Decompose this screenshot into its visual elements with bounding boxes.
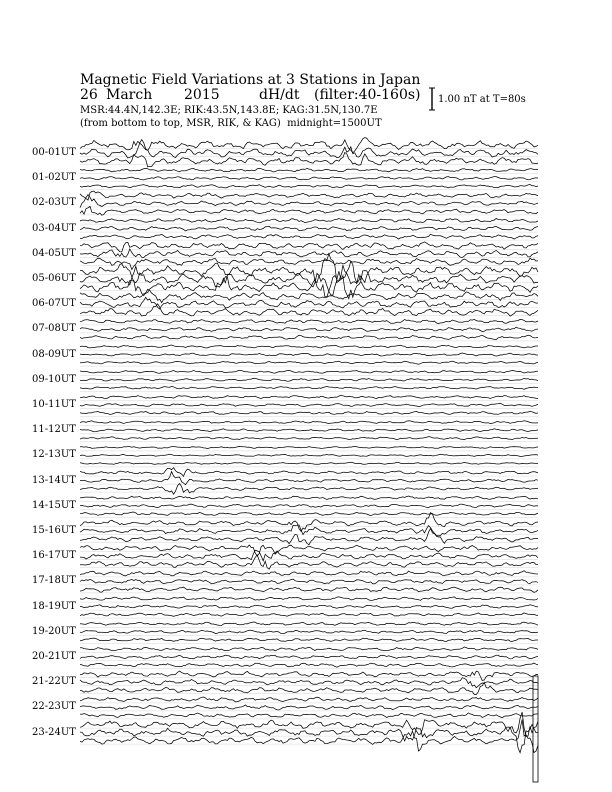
trace-rik-line xyxy=(80,579,538,584)
trace-rik-line xyxy=(80,327,538,331)
row-label: 08-09UT xyxy=(32,348,76,360)
trace-kag-line xyxy=(80,622,538,626)
trace-kag-line xyxy=(80,697,538,702)
row-label: 06-07UT xyxy=(32,298,76,310)
trace-kag-line xyxy=(80,597,538,601)
row-label: 03-04UT xyxy=(32,222,76,234)
row-label: 00-01UT xyxy=(32,147,76,158)
trace-kag-line xyxy=(80,370,538,373)
trace-msr-line xyxy=(80,387,538,390)
trace-rik-line xyxy=(80,454,538,456)
trace-kag-line xyxy=(80,647,538,651)
trace-msr-line xyxy=(80,271,538,298)
trace-rik-line xyxy=(80,630,538,634)
trace-msr-line xyxy=(80,638,538,641)
filter-label: (filter:40-160s) xyxy=(314,87,421,103)
trace-msr-line xyxy=(80,613,538,616)
row-label: 23-24UT xyxy=(32,726,76,738)
row-label: 20-21UT xyxy=(32,651,76,662)
row-label: 05-06UT xyxy=(32,273,76,284)
trace-msr-line xyxy=(80,462,538,464)
trace-rik-line xyxy=(80,504,538,508)
trace-msr-line xyxy=(80,713,538,718)
row-label: 15-16UT xyxy=(32,525,76,536)
trace-msr-line xyxy=(80,484,538,495)
trace-kag-line xyxy=(80,571,538,576)
trace-msr-line xyxy=(80,512,538,516)
row-label: 04-05UT xyxy=(32,247,76,259)
trace-kag-line xyxy=(80,421,538,424)
row-label: 07-08UT xyxy=(32,323,76,335)
quantity-label: dH/dt xyxy=(259,87,300,103)
trace-msr-line xyxy=(80,185,538,188)
trace-kag-line xyxy=(80,513,538,532)
row-label: 19-20UT xyxy=(32,625,76,637)
trace-rik-line xyxy=(80,472,538,485)
trace-rik-line xyxy=(80,297,538,309)
trace-kag-line xyxy=(80,345,538,348)
trace-rik-line xyxy=(80,429,538,432)
row-label: 18-19UT xyxy=(32,600,76,612)
trace-msr-line xyxy=(80,529,538,545)
trace-kag-line xyxy=(80,496,538,500)
trace-kag-line xyxy=(80,242,538,252)
row-label: 13-14UT xyxy=(32,474,76,486)
trace-rik-line xyxy=(80,177,538,180)
midnight-note: midnight=1500UT xyxy=(287,118,382,129)
row-label: 16-17UT xyxy=(32,550,76,562)
trace-rik-line xyxy=(80,678,538,688)
trace-rik-line xyxy=(80,226,538,231)
trace-msr-line xyxy=(80,206,538,215)
trace-rik-line xyxy=(80,249,538,258)
trace-kag-line xyxy=(80,138,538,153)
trace-rik-line xyxy=(80,378,538,381)
trace-kag-line xyxy=(80,168,538,172)
scale-label: 1.00 nT at T=80s xyxy=(438,94,526,105)
date-month: March xyxy=(106,87,153,103)
date-day: 26 xyxy=(80,87,98,103)
trace-rik-line xyxy=(80,705,538,710)
trace-msr-line xyxy=(80,361,538,364)
row-label: 11-12UT xyxy=(32,424,76,436)
trace-msr-line xyxy=(80,304,538,316)
trace-msr-line xyxy=(80,335,538,339)
trace-msr-line xyxy=(80,234,538,239)
trace-kag-line xyxy=(80,671,538,680)
trace-rik-line xyxy=(80,725,538,753)
row-label: 14-15UT xyxy=(32,499,76,511)
trace-msr-line xyxy=(80,258,538,269)
trace-kag-line xyxy=(80,468,538,477)
date-year: 2015 xyxy=(184,87,220,103)
row-label: 09-10UT xyxy=(32,373,76,385)
row-label: 12-13UT xyxy=(32,449,76,461)
trace-msr-line xyxy=(80,411,538,414)
trace-msr-line xyxy=(80,587,538,592)
station-order-note: (from bottom to top, MSR, RIK, & KAG) xyxy=(80,118,281,129)
row-label: 21-22UT xyxy=(32,676,76,688)
trace-kag-line xyxy=(80,254,538,283)
trace-rik-line xyxy=(80,655,538,659)
row-label: 17-18UT xyxy=(32,575,76,587)
trace-msr-line xyxy=(80,663,538,667)
trace-rik-line xyxy=(80,403,538,406)
row-label: 22-23UT xyxy=(32,701,76,713)
chart-title: Magnetic Field Variations at 3 Stations in Japan xyxy=(80,72,421,88)
trace-kag-line xyxy=(80,545,538,556)
trace-kag-line xyxy=(80,446,538,448)
stations-info: MSR:44.4N,142.3E; RIK:43.5N,143.8E; KAG:31.5N,130.7E xyxy=(80,105,378,116)
row-label: 10-11UT xyxy=(32,399,76,410)
trace-kag-line xyxy=(80,319,538,323)
trace-kag-line xyxy=(80,395,538,398)
trace-msr-line xyxy=(80,682,538,694)
trace-rik-line xyxy=(80,353,538,356)
trace-kag-line xyxy=(80,218,538,223)
row-label: 02-03UT xyxy=(32,197,76,209)
trace-msr-line xyxy=(80,437,538,440)
trace-rik-line xyxy=(80,605,538,609)
row-label: 01-02UT xyxy=(32,172,76,184)
